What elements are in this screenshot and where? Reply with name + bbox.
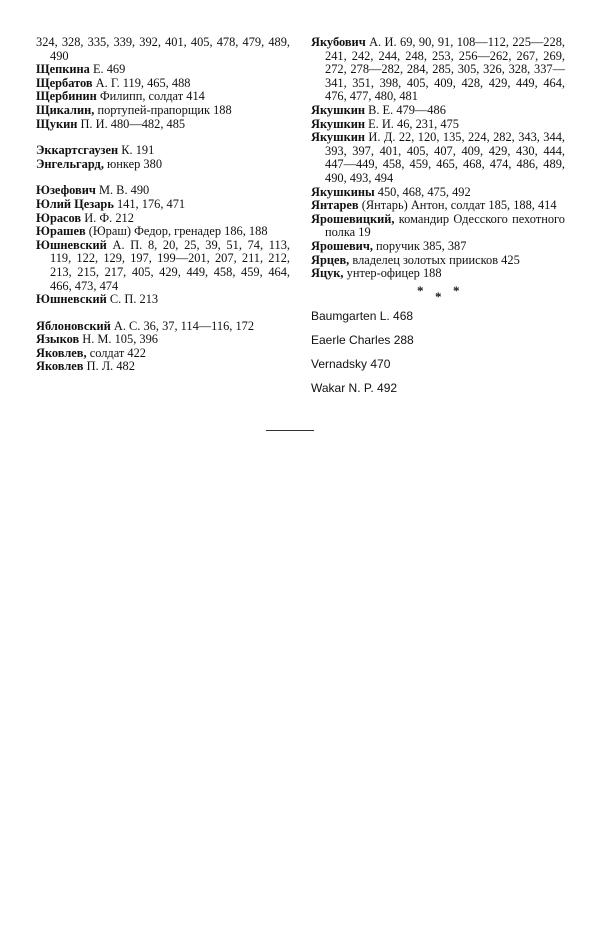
entry-name: Щербатов <box>36 75 93 90</box>
entry-name: Якубович <box>311 35 366 49</box>
entry-name: Эккартсгаузен <box>36 143 119 158</box>
index-entry <box>36 184 290 198</box>
entry-pages: командир Одесского пехотного полка 19 <box>325 211 565 240</box>
index-entry <box>311 240 565 254</box>
entry-pages: А. Г. 119, 465, 488 <box>92 75 191 90</box>
index-entry <box>36 104 290 118</box>
separator-star: * <box>417 282 424 298</box>
entry-pages: С. П. 213 <box>106 292 159 307</box>
entry-name: Якушкин <box>311 102 365 117</box>
index-column-left <box>36 36 290 374</box>
entry-name: Юзефович <box>36 183 96 198</box>
index-entry <box>36 360 290 374</box>
index-entry <box>36 225 290 239</box>
entry-name: Якушкин <box>311 116 365 131</box>
index-entry <box>36 293 290 307</box>
latin-entries <box>311 309 565 396</box>
entry-name: Энгельгард, <box>36 156 104 171</box>
end-rule <box>266 430 314 431</box>
entry-name: Якушкин <box>311 130 365 145</box>
entry-pages: Е. 469 <box>89 62 126 77</box>
right-column-entries <box>311 36 565 281</box>
entry-pages: М. В. 490 <box>95 183 150 198</box>
entry-name: Ярошевицкий, <box>311 211 395 226</box>
entry-name: Янтарев <box>311 198 359 213</box>
latin-index-entry: Baumgarten L. 468 <box>311 308 414 323</box>
latin-index-entry: Vernadsky 470 <box>311 356 391 371</box>
entry-pages: К. 191 <box>118 143 155 158</box>
entry-name: Щепкина <box>36 62 90 77</box>
index-entry <box>311 213 565 240</box>
entry-pages: В. Е. 479—486 <box>365 102 446 117</box>
entry-pages: 450, 468, 475, 492 <box>374 184 471 199</box>
entry-pages: А. П. 8, 20, 25, 39, 51, 74, 113, 119, 122, 129, 197, 199—201, 207, 211, 212, 213, 215, 217, 405, 429, 449, 458, 459, 464, 466, 473, 474 <box>50 237 290 293</box>
section-separator <box>311 281 565 303</box>
entry-pages: Н. М. 105, 396 <box>79 332 158 347</box>
index-entry <box>36 77 290 91</box>
entry-name: Юшневский <box>36 237 107 252</box>
latin-index-entry: Eaerle Charles 288 <box>311 332 414 347</box>
index-entry <box>36 320 290 334</box>
entry-pages: поручик 385, 387 <box>372 238 467 253</box>
index-column-right <box>311 36 565 396</box>
entry-pages: солдат 422 <box>86 345 146 360</box>
index-entry <box>36 90 290 104</box>
entry-name: Юлий Цезарь <box>36 196 114 211</box>
index-entry <box>311 118 565 132</box>
entry-pages: владелец золотых приисков 425 <box>349 252 520 267</box>
entry-pages: П. И. 480—482, 485 <box>77 116 186 131</box>
index-entry <box>311 254 565 268</box>
index-entry <box>311 36 565 104</box>
index-entry <box>311 199 565 213</box>
index-entry <box>311 104 565 118</box>
separator-star: * <box>453 282 460 298</box>
index-entry <box>36 347 290 361</box>
entry-pages: 324, 328, 335, 339, 392, 401, 405, 478, 479, 489, 490 <box>36 35 290 63</box>
index-entry <box>311 131 565 185</box>
entry-name: Щикалин, <box>36 102 95 117</box>
index-entry <box>36 144 290 158</box>
index-entry <box>36 158 290 172</box>
entry-name: Яковлев <box>36 359 84 374</box>
entry-name: Яблоновский <box>36 318 111 333</box>
entry-pages: (Янтарь) Антон, солдат 185, 188, 414 <box>358 198 557 213</box>
entry-pages: П. Л. 482 <box>83 359 135 374</box>
index-entry <box>36 333 290 347</box>
entry-pages: 141, 176, 471 <box>113 196 186 211</box>
entry-pages: юнкер 380 <box>103 156 163 171</box>
entry-pages: Е. И. 46, 231, 475 <box>365 116 459 131</box>
entry-name: Ярошевич, <box>311 238 373 253</box>
entry-name: Юрашев <box>36 224 86 239</box>
separator-star: * <box>435 288 442 304</box>
entry-pages: И. Д. 22, 120, 135, 224, 282, 343, 344, 393, 397, 401, 405, 407, 409, 429, 430, 444, 447—449, 458, 459, 465, 468, 474, 486, 489, 490, 493, 494 <box>325 130 565 185</box>
entry-name: Щукин <box>36 116 78 131</box>
index-entry <box>311 267 565 281</box>
latin-index-entry: Wakar N. P. 492 <box>311 380 398 395</box>
index-entry <box>36 198 290 212</box>
index-entry <box>36 118 290 132</box>
entry-name: Яцук, <box>311 266 344 281</box>
entry-pages: И. Ф. 212 <box>81 210 134 225</box>
entry-name: Якушкины <box>311 184 375 199</box>
entry-name: Юшневский <box>36 292 107 307</box>
entry-name: Языков <box>36 332 80 347</box>
entry-pages: унтер-офицер 188 <box>343 266 442 281</box>
entry-name: Ярцев, <box>311 252 350 267</box>
entry-pages: А. С. 36, 37, 114—116, 172 <box>110 318 255 333</box>
entry-name: Щербинин <box>36 89 97 104</box>
index-entry <box>36 36 290 63</box>
index-entry <box>36 212 290 226</box>
index-entry <box>311 186 565 200</box>
index-entry <box>36 239 290 293</box>
index-entry <box>36 63 290 77</box>
entry-pages: Филипп, солдат 414 <box>96 89 205 104</box>
entry-pages: портупей-прапорщик 188 <box>94 102 232 117</box>
entry-pages: А. И. 69, 90, 91, 108—112, 225—228, 241, 242, 244, 248, 253, 256—262, 267, 269, 272, 278—282, 284, 285, 305, 326, 328, 337—341, 351, 398, 405, 409, 428, 429, 449, 464, 476, 477, 480, 481 <box>325 35 565 104</box>
entry-name: Юрасов <box>36 210 82 225</box>
entry-name: Яковлев, <box>36 345 87 360</box>
entry-pages: (Юраш) Федор, гренадер 186, 188 <box>85 224 268 239</box>
